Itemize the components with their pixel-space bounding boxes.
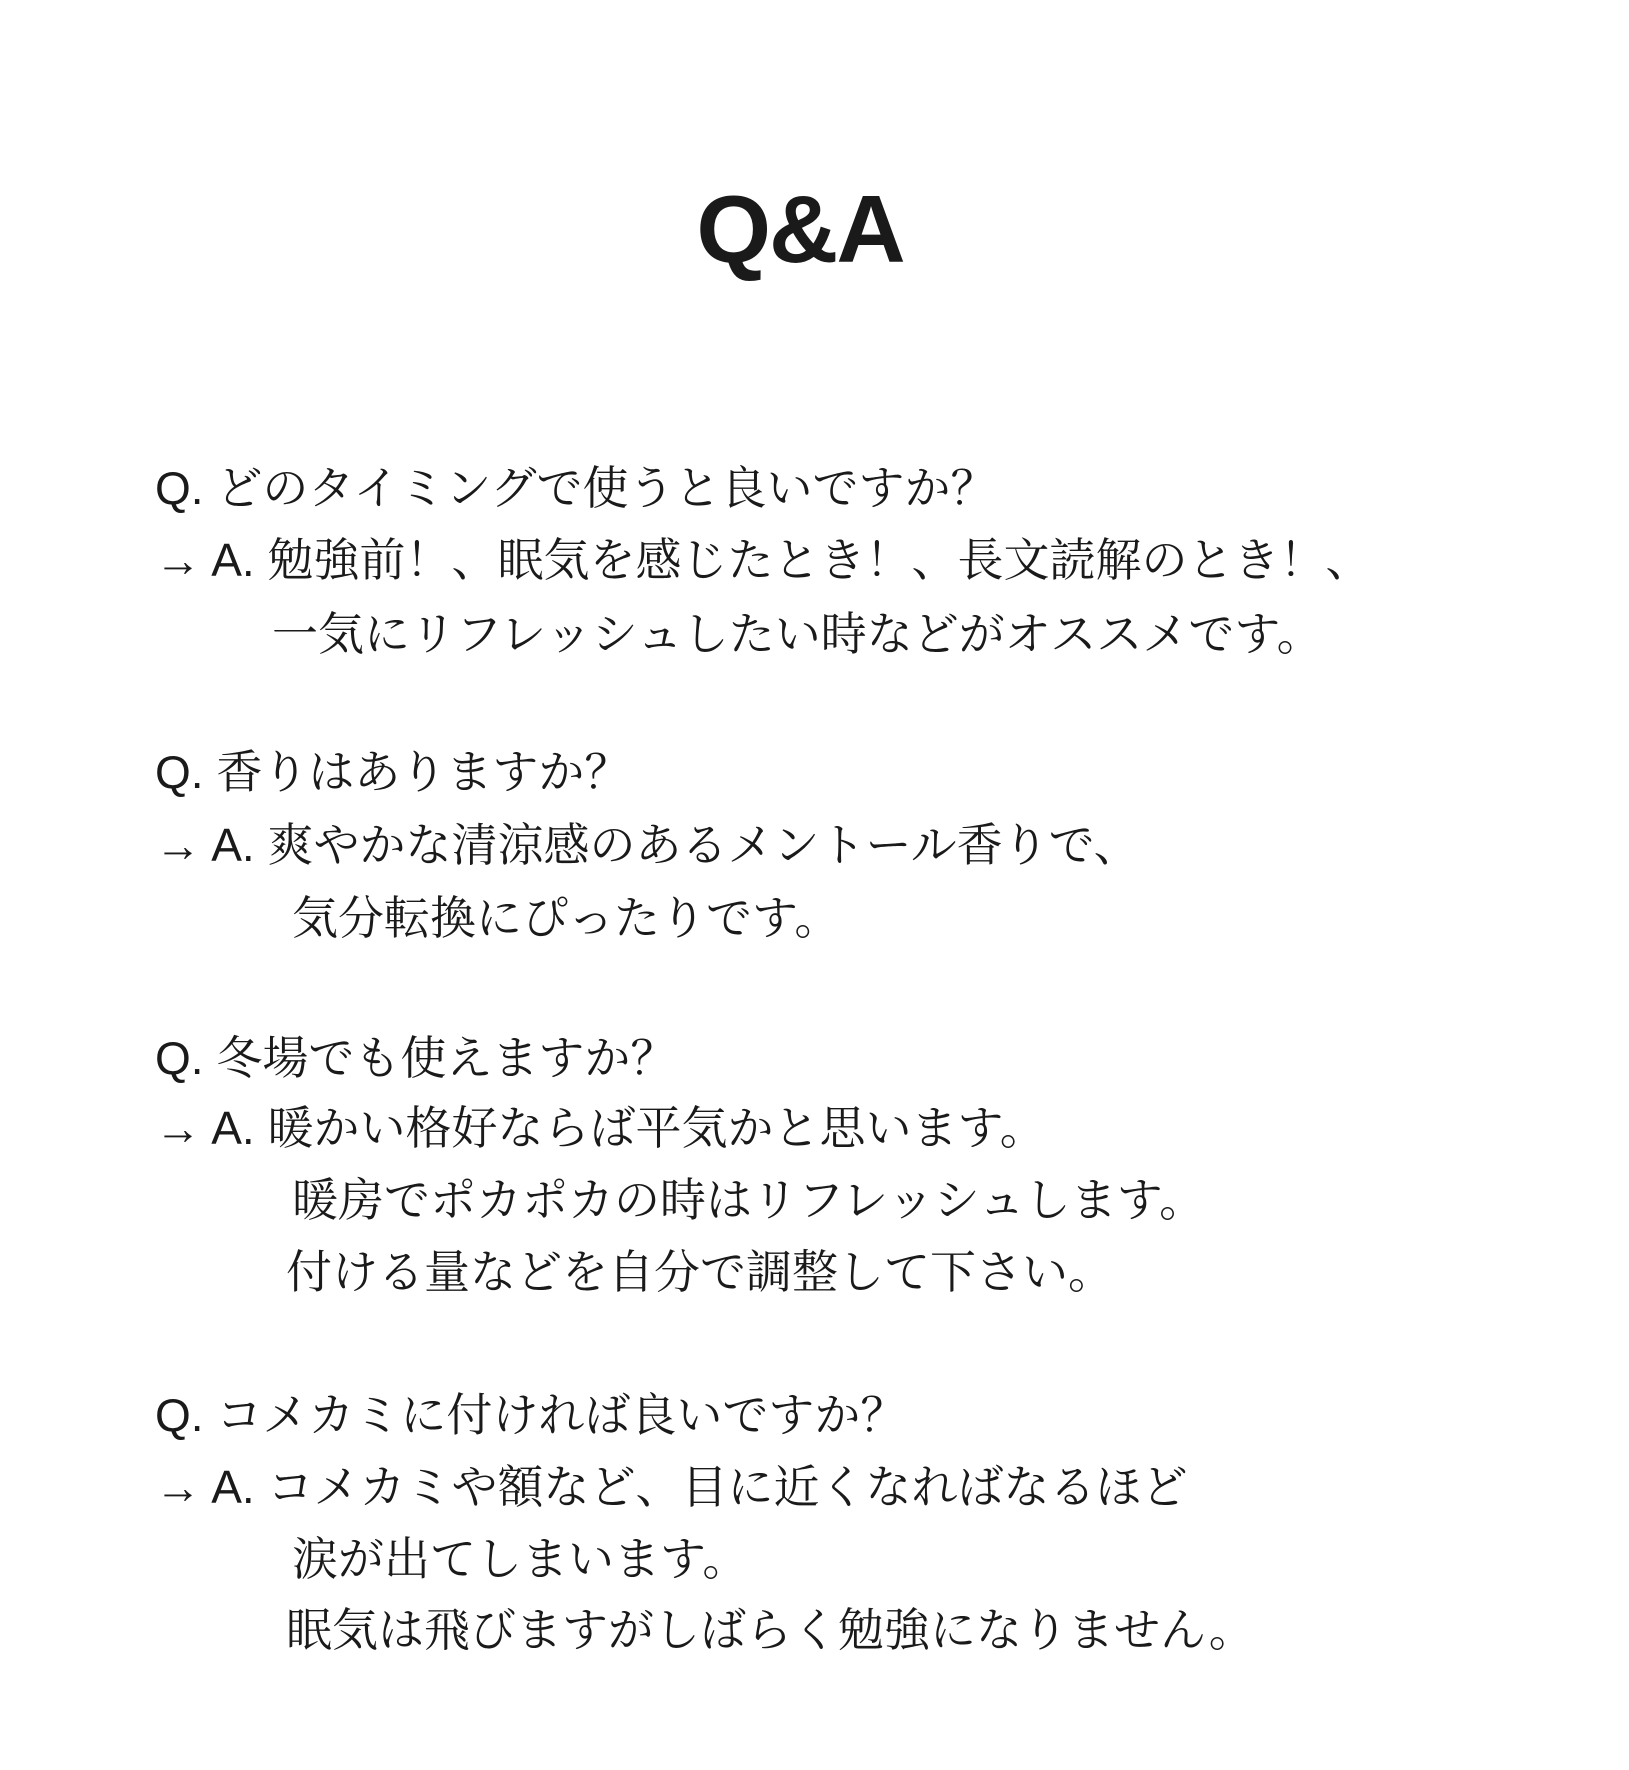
answer-text: → A. 暖かい格好ならば平気かと思います。 bbox=[155, 1102, 1046, 1154]
question-text: Q. 香りはありますか？ bbox=[155, 746, 631, 798]
answer-text: 付ける量などを自分で調整して下さい。 bbox=[286, 1246, 1114, 1298]
answer-text: 一気にリフレッシュしたい時などがオススメです。 bbox=[272, 608, 1323, 660]
answer-text: → A. 勉強前！、眠気を感じたとき！、長文読解のとき！、 bbox=[155, 534, 1372, 586]
question-text: Q. どのタイミングで使うと良いですか？ bbox=[155, 462, 997, 514]
question-text: Q. 冬場でも使えますか？ bbox=[155, 1032, 677, 1084]
answer-text: 暖房でポカポカの時はリフレッシュします。 bbox=[292, 1174, 1206, 1226]
answer-text: → A. コメカミや額など、目に近くなればなるほど bbox=[155, 1461, 1188, 1513]
answer-text: 眠気は飛びますがしばらく勉強になりません。 bbox=[286, 1604, 1255, 1656]
page-title: Q&A bbox=[696, 176, 904, 283]
answer-text: → A. 爽やかな清涼感のあるメントール香りで、 bbox=[155, 819, 1140, 871]
answer-text: 気分転換にぴったりです。 bbox=[292, 892, 841, 944]
answer-text: 涙が出てしまいます。 bbox=[292, 1533, 749, 1585]
question-text: Q. コメカミに付ければ良いですか？ bbox=[155, 1389, 907, 1441]
